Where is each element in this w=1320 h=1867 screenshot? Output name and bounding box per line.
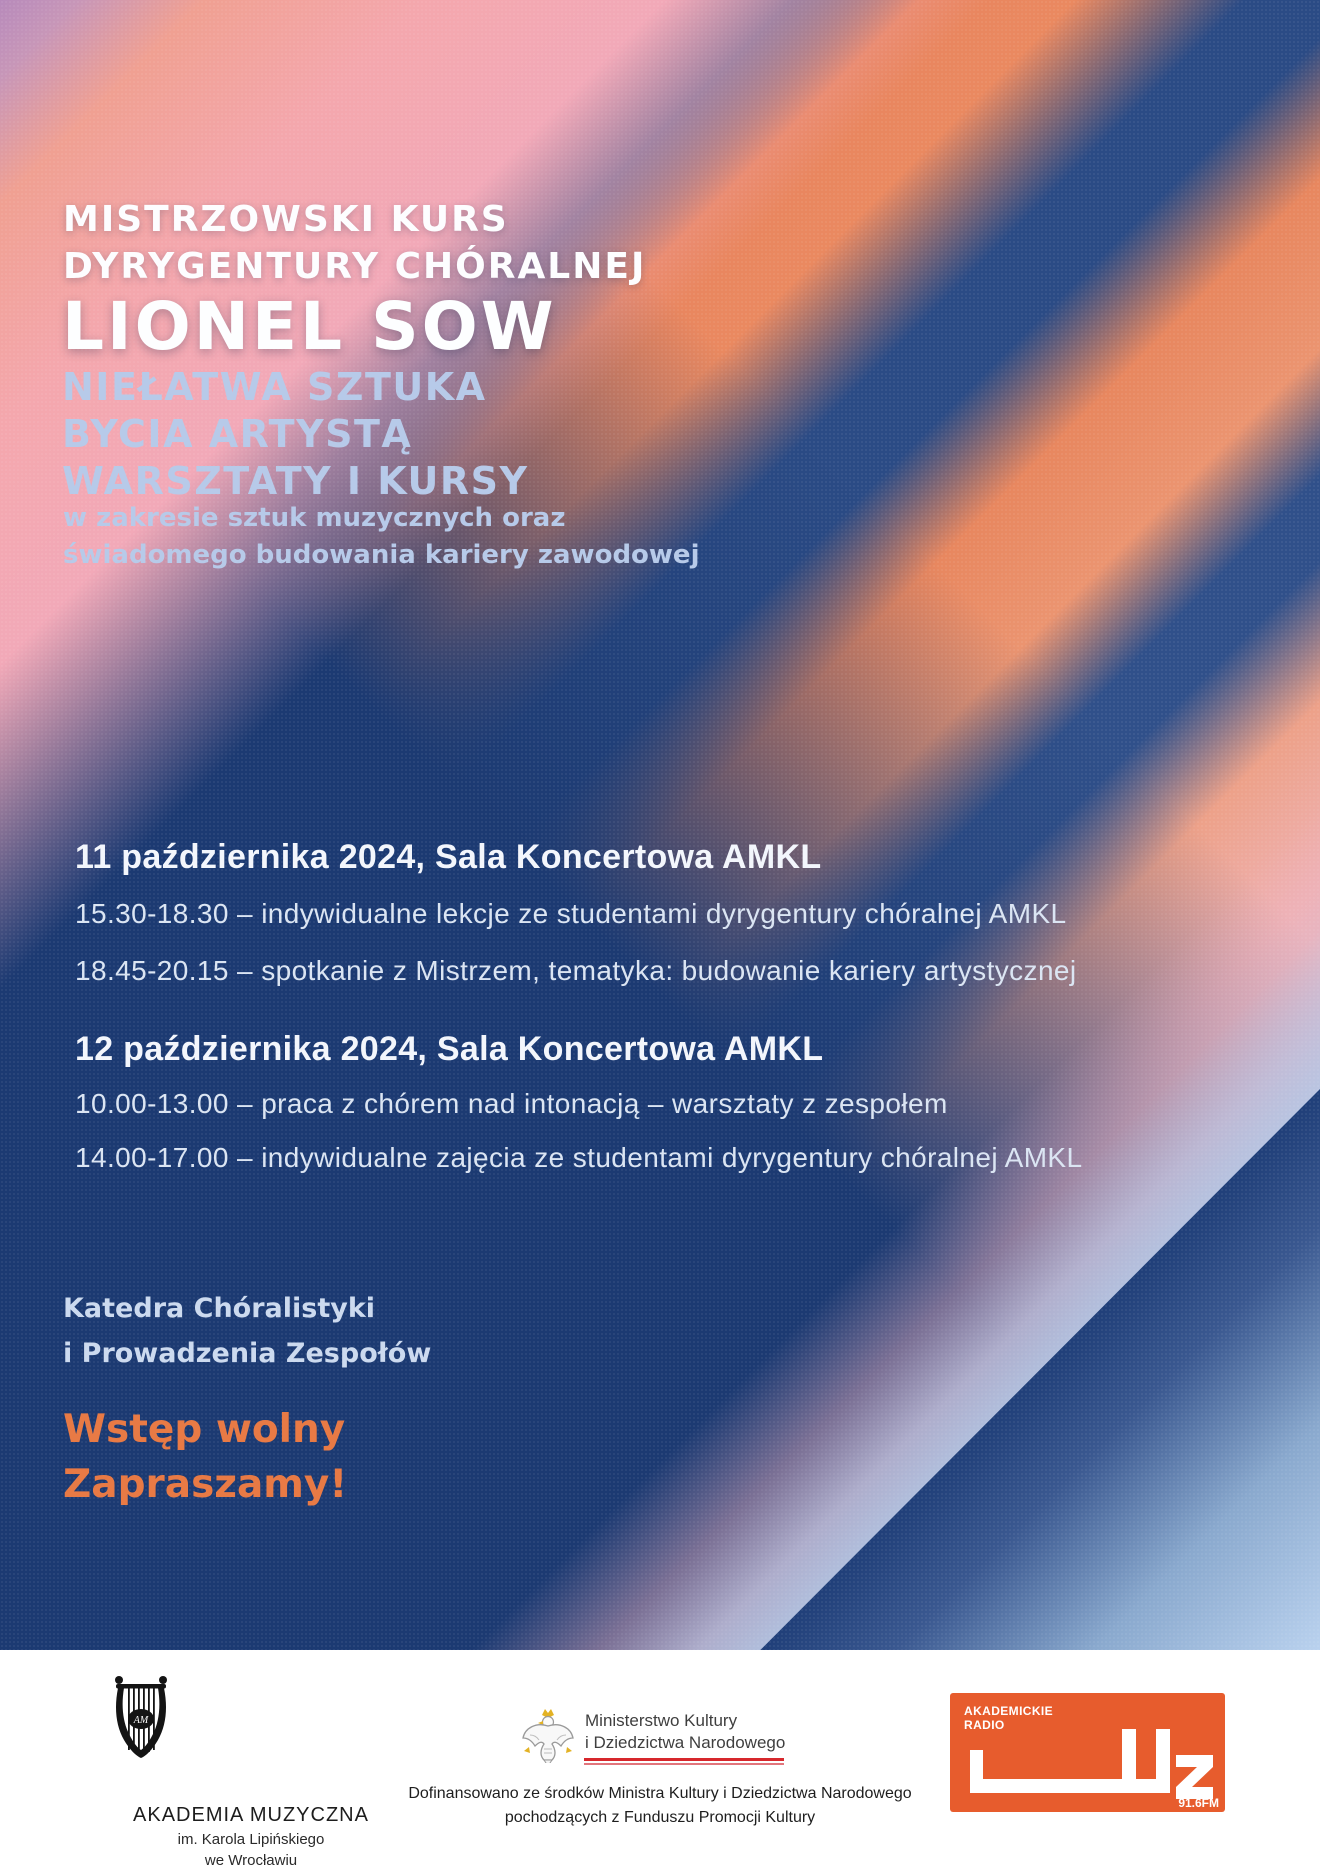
ministry-red-rule xyxy=(584,1758,784,1761)
academy-block xyxy=(110,1674,392,1867)
schedule-day2-heading: 12 października 2024, Sala Koncertowa AMKL xyxy=(75,1030,824,1068)
kicker-line-2: DYRYGENTURY CHÓRALNEJ xyxy=(63,246,647,287)
schedule-day2-item-1: 10.00-13.00 – praca z chórem nad intonacją – warsztaty z zespołem xyxy=(75,1088,948,1119)
schedule-day1-item-2: 18.45-20.15 – spotkanie z Mistrzem, tematyka: budowanie kariery artystycznej xyxy=(75,955,1077,986)
radio-label-line-1: AKADEMICKIE xyxy=(964,1704,1054,1718)
footer xyxy=(0,1650,1320,1867)
subtitle-line-2: BYCIA ARTYSTĄ xyxy=(62,412,413,456)
academy-name: AKADEMIA MUZYCZNA xyxy=(133,1804,369,1826)
department-line-2: i Prowadzenia Zespołów xyxy=(63,1338,432,1369)
radio-luz-logo xyxy=(950,1693,1225,1812)
polish-eagle-icon xyxy=(520,1707,576,1763)
ministry-name-line-1: Ministerstwo Kultury xyxy=(585,1711,738,1730)
schedule-day1-heading: 11 października 2024, Sala Koncertowa AMKL xyxy=(75,838,822,876)
funding-line-1: Dofinansowano ze środków Ministra Kultury i Dziedzictwa Narodowego xyxy=(408,1785,912,1802)
radio-label-line-2: RADIO xyxy=(964,1718,1005,1732)
subtitle xyxy=(62,364,529,505)
luz-letters-icon xyxy=(950,1693,1225,1812)
description xyxy=(63,500,699,574)
schedule-day1-item-1: 15.30-18.30 – indywidualne lekcje ze studentami dyrygentury chóralnej AMKL xyxy=(75,898,1067,929)
academy-city: we Wrocławiu xyxy=(204,1852,298,1867)
subtitle-line-1: NIEŁATWA SZTUKA xyxy=(62,365,487,409)
ministry-name-line-2: i Dziedzictwa Narodowego xyxy=(585,1733,786,1752)
cta-line-2: Zapraszamy! xyxy=(63,1462,348,1507)
department xyxy=(63,1286,431,1376)
svg-text:AM: AM xyxy=(133,1715,149,1726)
funding-line-2: pochodzących z Funduszu Promocji Kultury xyxy=(504,1809,816,1826)
description-line-2: świadomego budowania kariery zawodowej xyxy=(63,540,700,570)
academy-affiliation: im. Karola Lipińskiego xyxy=(177,1831,325,1848)
description-line-1: w zakresie sztuk muzycznych oraz xyxy=(63,503,566,533)
radio-frequency: 91.6FM xyxy=(1178,1796,1219,1810)
kicker xyxy=(63,196,646,290)
artist-name: LIONEL SOW xyxy=(62,288,557,365)
department-line-1: Katedra Chóralistyki xyxy=(63,1293,376,1324)
ministry-red-rule-light xyxy=(584,1763,784,1765)
cta xyxy=(63,1402,347,1512)
kicker-line-1: MISTRZOWSKI KURS xyxy=(63,199,509,240)
cta-line-1: Wstęp wolny xyxy=(63,1407,346,1452)
funding-note xyxy=(355,1782,965,1830)
schedule-day2-item-2: 14.00-17.00 – indywidualne zajęcia ze studentami dyrygentury chóralnej AMKL xyxy=(75,1142,1083,1173)
ministry-name xyxy=(585,1710,785,1754)
subtitle-line-3: WARSZTATY I KURSY xyxy=(62,459,529,503)
